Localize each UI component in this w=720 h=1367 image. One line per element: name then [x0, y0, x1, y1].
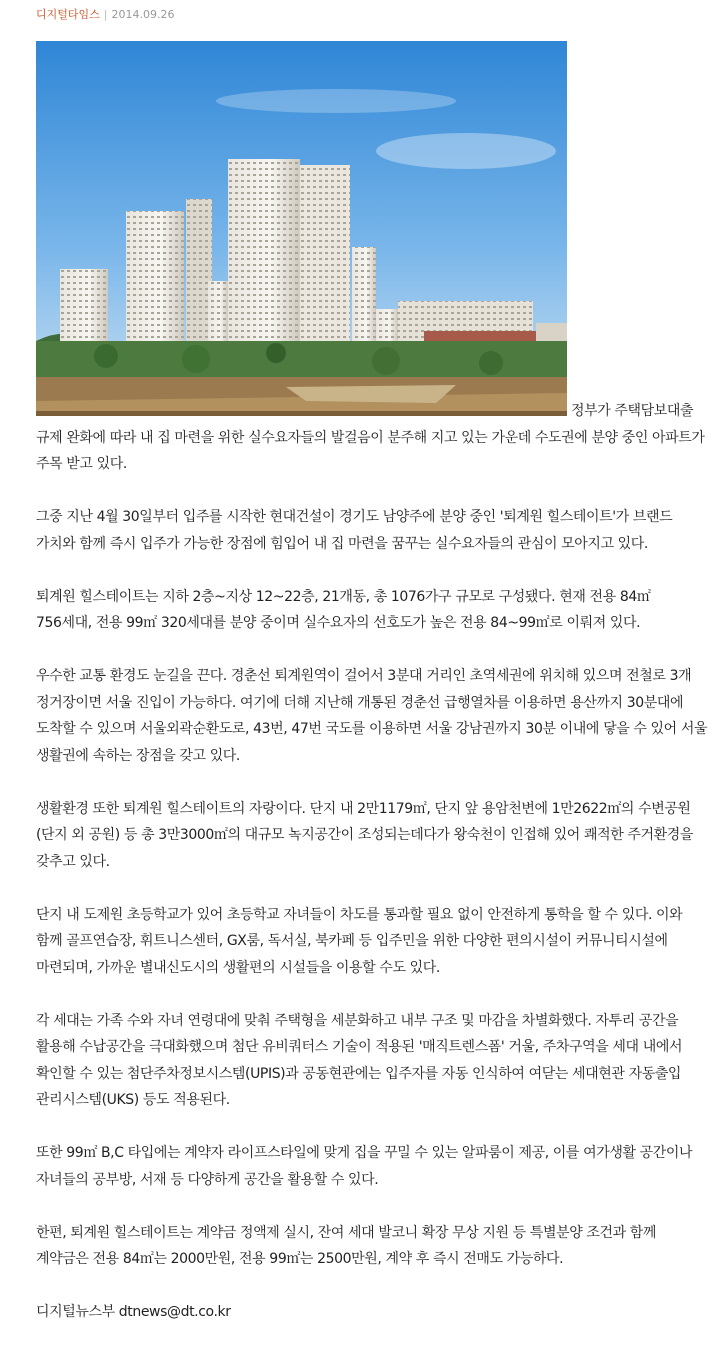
paragraph-2: 그중 지난 4월 30일부터 입주를 시작한 현대건설이 경기도 남양주에 분양 중인 '퇴계원 힐스테이트'가 브랜드 가치와 함께 즉시 입주가 가능한 장점에 힘입어 내 집 마련을 꿈꾸는 실수요자들의 관심이 모아지고 있다. — [36, 509, 673, 552]
paragraph-4: 우수한 교통 환경도 눈길을 끈다. 경춘선 퇴계원역이 걸어서 3분대 거리인 초역세권에 위치해 있으며 전철로 3개 정거장이면 서울 진입이 가능하다. 여기에 더해 지난해 개통된 경춘선 급행열차를 이용하면 용산까지 30분대에 도착할 수 있으며 서울외곽순환도로, 43번, 47번 국도를 이용하면 서울 강남권까지 30분 이내에 닿을 수 있어 서울 생활권에 속하는 장점을 갖고 있다. — [36, 668, 708, 764]
paragraph-6: 단지 내 도제원 초등학교가 있어 초등학교 자녀들이 차도를 통과할 필요 없이 안전하게 통학을 할 수 있다. 이와 함께 골프연습장, 휘트니스센터, GX룸, 독서실, 북카페 등 입주민을 위한 다양한 편의시설이 커뮤니티시설에 마련되며, 가까운 별내신도시의 생활편의 시설들을 이용할 수도 있다. — [36, 906, 683, 976]
publish-date: 2014.09.26 — [111, 8, 175, 21]
paragraph-7: 각 세대는 가족 수와 자녀 연령대에 맞춰 주택형을 세분화하고 내부 구조 및 마감을 차별화했다. 자투리 공간을 활용해 수납공간을 극대화했으며 첨단 유비쿼터스 기술이 적용된 '매직트렌스폼' 거울, 주차구역을 세대 내에서 확인할 수 있는 첨단주차정보시스템(UPIS)과 공동현관에는 입주자를 자동 인식하여 여닫는 세대현관 자동출입 관리시스템(UKS) 등도 적용된다. — [36, 1012, 683, 1108]
article-body — [36, 41, 708, 1326]
apartment-complex-photo — [36, 41, 567, 416]
article-meta — [36, 8, 174, 22]
paragraph-5: 생활환경 또한 퇴계원 힐스테이트의 자랑이다. 단지 내 2만1179㎡, 단지 앞 용암천변에 1만2622㎡의 수변공원(단지 외 공원) 등 총 3만3000㎡의 대규모 녹지공간이 조성되는데다가 왕숙천이 인접해 있어 쾌적한 주거환경을 갖추고 있다. — [36, 800, 693, 870]
byline: 디지털뉴스부 dtnews@dt.co.kr — [36, 1304, 231, 1320]
paragraph-8: 또한 99㎡ B,C 타입에는 계약자 라이프스타일에 맞게 집을 꾸밀 수 있는 알파룸이 제공, 이를 여가생활 공간이나 자녀들의 공부방, 서재 등 다양하게 공간을 활용할 수 있다. — [36, 1145, 693, 1188]
source-name[interactable]: 디지털타임스 — [36, 8, 100, 21]
paragraph-9: 한편, 퇴계원 힐스테이트는 계약금 정액제 실시, 잔여 세대 발코니 확장 무상 지원 등 특별분양 조건과 함께 계약금은 전용 84㎡는 2000만원, 전용 99㎡는 2500만원, 계약 후 즉시 전매도 가능하다. — [36, 1224, 657, 1267]
meta-separator: | — [103, 8, 108, 21]
paragraph-3: 퇴계원 힐스테이트는 지하 2층~지상 12~22층, 21개동, 총 1076가구 규모로 구성됐다. 현재 전용 84㎡ 756세대, 전용 99㎡ 320세대를 분양 중이며 실수요자의 선호도가 높은 전용 84~99㎡로 이뤄져 있다. — [36, 588, 651, 631]
paragraph-1: 정부가 주택담보대출 규제 완화에 따라 내 집 마련을 위한 실수요자들의 발걸음이 분주해 지고 있는 가운데 수도권에 분양 중인 아파트가 주목 받고 있다. — [36, 403, 705, 472]
